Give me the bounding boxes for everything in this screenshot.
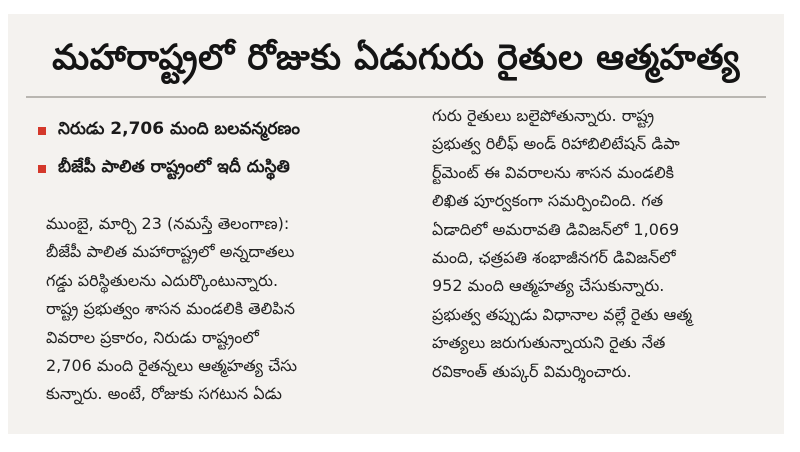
text-line: రవికాంత్ తుప్కర్ విమర్శించారు. [432, 361, 632, 381]
article-column-left [46, 210, 394, 409]
text-line: ర్ట్‌మెంట్ ఈ వివరాలను శాసన మండలికి [432, 162, 675, 182]
text-line: కున్నారు. అంటే, రోజుకు సగటున ఏడు [46, 384, 282, 404]
text-line: గడ్డు పరిస్థితులను ఎదుర్కొంటున్నారు. [46, 270, 279, 290]
text-line: ఏడాదిలో అమరావతి డివిజన్‌లో 1,069 [432, 219, 680, 239]
bullet-square-icon [38, 127, 46, 135]
text-line: ప్రభుత్వ రిలీఫ్ అండ్ రిహాబిలిటేషన్ డిపా [432, 134, 680, 154]
bullet-square-icon [38, 165, 46, 173]
headline: మహారాష్ట్రలో రోజుకు ఏడుగురు రైతుల ఆత్మహత్య [52, 38, 740, 78]
text-line: ముంబై, మార్చి 23 (నమస్తే తెలంగాణ): [46, 214, 290, 233]
headline-divider [26, 96, 766, 98]
text-line: 2,706 మంది రైతన్నలు ఆత్మహత్య చేసు [46, 356, 297, 376]
bullet-text: నిరుడు 2,706 మంది బలవన్మరణం [58, 119, 301, 139]
bullet-text: బీజేపీ పాలిత రాష్ట్రంలో ఇదీ దుస్థితి [58, 157, 290, 177]
text-line: గురు రైతులు బలైపోతున్నారు. రాష్ట్ర [432, 106, 655, 125]
bullet-item [38, 112, 418, 150]
text-line: రాష్ట్ర ప్రభుత్వం శాసన మండలికి తెలిపిన [46, 299, 295, 319]
text-line: లిఖిత పూర్వకంగా సమర్పించింది. గత [432, 191, 664, 211]
text-line: ప్రభుత్వ తప్పుడు విధానాల వల్లే రైతు ఆత్మ [432, 304, 693, 324]
article-column-right [432, 102, 780, 386]
newspaper-clipping [8, 14, 784, 434]
text-line: వివరాల ప్రకారం, నిరుడు రాష్ట్రంలో [46, 327, 259, 347]
text-line: బీజేపీ పాలిత మహారాష్ట్రలో అన్నదాతలు [46, 242, 295, 262]
text-line: మంది, ఛత్రపతి శంభాజీనగర్ డివిజన్‌లో [432, 248, 676, 268]
text-line: 952 మంది ఆత్మహత్య చేసుకున్నారు. [432, 276, 665, 296]
bullet-list [38, 112, 418, 188]
text-line: హత్యలు జరుగుతున్నాయని రైతు నేత [432, 333, 666, 353]
bullet-item [38, 150, 418, 188]
